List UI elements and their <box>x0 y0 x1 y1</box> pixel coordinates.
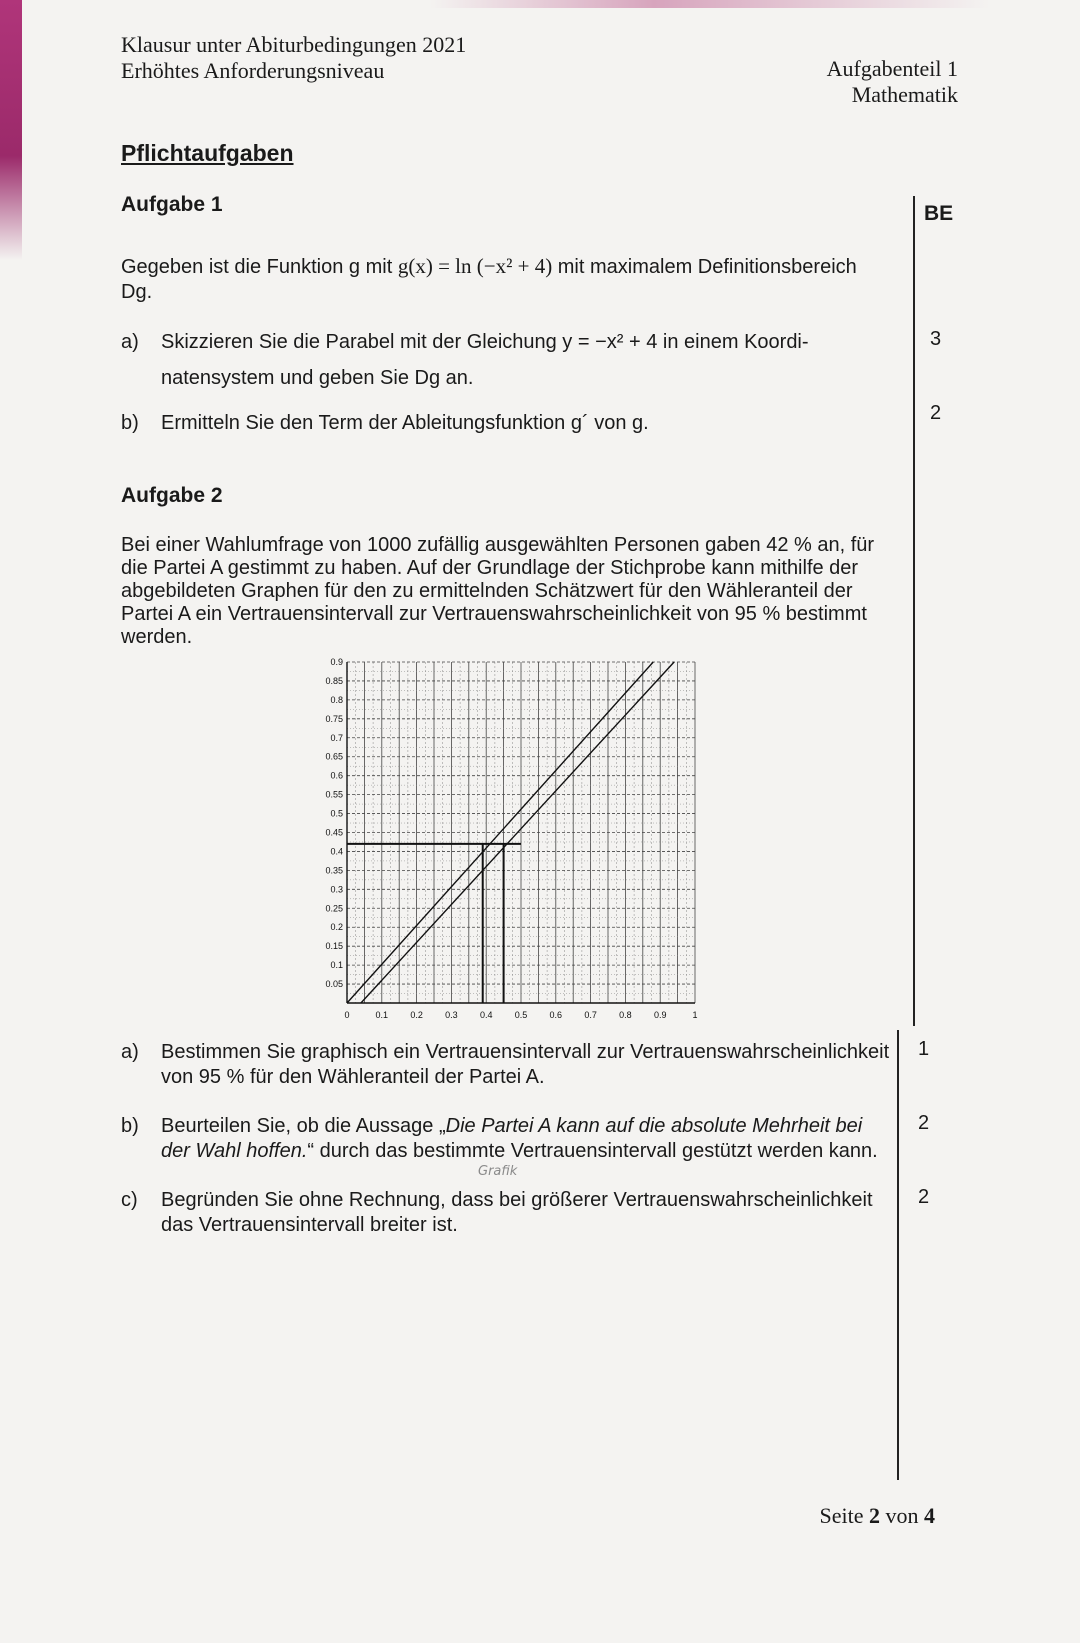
y-tick-label: 0.8 <box>330 694 343 705</box>
item-text-line: Skizzieren Sie die Parabel mit der Gleichung y = −x² + 4 in einem Koordi- <box>161 331 809 353</box>
item-text-line: Begründen Sie ohne Rechnung, dass bei größerer Vertrauenswahrscheinlichkeit <box>161 1189 873 1211</box>
task2-c-points: 2 <box>918 1186 930 1208</box>
task2-intro-line: werden. <box>121 626 193 648</box>
task2-item-a <box>121 1040 901 1095</box>
item-label: a) <box>121 1041 139 1063</box>
item-text: Ermitteln Sie den Term der Ableitungsfunktion g´ von g. <box>161 412 649 434</box>
y-tick-label: 0.55 <box>325 789 343 800</box>
item-text-line: von 95 % für den Wähleranteil der Partei A. <box>161 1066 545 1088</box>
task1-item-b <box>121 411 901 441</box>
task1-intro-text: Gegeben ist die Funktion g mit <box>121 256 398 278</box>
quoted-statement: der Wahl hoffen. <box>161 1140 308 1162</box>
x-tick-label: 0.7 <box>584 1010 597 1020</box>
y-tick-label: 0.05 <box>325 979 343 990</box>
task1-intro-text-2: mit maximalem Definitionsbereich <box>552 256 857 278</box>
item-text-line <box>161 1114 901 1139</box>
task2-intro-line: Partei A ein Vertrauensintervall zur Vertrauenswahrscheinlichkeit von 95 % bestimmt <box>121 603 867 625</box>
x-tick-label: 0.9 <box>653 1010 667 1020</box>
x-tick-label: 0.8 <box>619 1010 632 1020</box>
y-tick-label: 0.9 <box>330 657 343 667</box>
item-text <box>161 330 901 391</box>
current-page: 2 <box>869 1503 880 1528</box>
handwritten-note: Grafik <box>478 1164 518 1179</box>
y-tick-label: 0.6 <box>330 770 343 781</box>
task2-a-points: 1 <box>918 1038 930 1060</box>
item-text-line: natensystem und geben Sie Dg an. <box>161 367 474 389</box>
x-tick-label: 0 <box>344 1010 350 1020</box>
exam-level: Erhöhtes Anforderungsniveau <box>121 58 385 83</box>
task1-formula: g(x) = ln (−x² + 4) <box>397 254 553 278</box>
exam-header-left <box>121 32 466 84</box>
page-footer <box>820 1503 936 1529</box>
y-tick-label: 0.85 <box>325 675 343 686</box>
item-text <box>161 1040 901 1090</box>
confidence-interval-chart <box>300 650 720 1030</box>
x-tick-label: 0.2 <box>410 1010 423 1020</box>
x-tick-label: 0.6 <box>549 1010 563 1020</box>
task1-b-points: 2 <box>930 402 942 424</box>
margin-rule-lower <box>897 1030 899 1480</box>
task1-a-points: 3 <box>930 328 942 350</box>
item-text <box>161 1188 901 1238</box>
x-tick-label: 0.1 <box>375 1010 389 1020</box>
footer-prefix: Seite <box>819 1503 869 1528</box>
task2-intro-line: Bei einer Wahlumfrage von 1000 zufällig ausgewählten Personen gaben 42 % an, für <box>121 534 875 556</box>
item-label: b) <box>121 1115 139 1137</box>
item-text-line: das Vertrauensintervall breiter ist. <box>161 1214 458 1236</box>
page-top-shadow <box>430 0 990 8</box>
y-tick-label: 0.7 <box>330 732 343 743</box>
item-text-part: Beurteilen Sie, ob die Aussage „ <box>161 1115 446 1137</box>
x-tick-label: 0.3 <box>445 1010 458 1020</box>
item-text <box>161 1114 901 1164</box>
item-label: c) <box>121 1189 138 1211</box>
y-tick-label: 0.5 <box>330 808 343 819</box>
y-tick-label: 0.75 <box>325 713 343 724</box>
y-tick-label: 0.15 <box>325 941 343 952</box>
item-text-line <box>161 1139 901 1164</box>
y-tick-label: 0.4 <box>330 846 343 857</box>
total-pages: 4 <box>924 1503 935 1528</box>
y-tick-label: 0.3 <box>330 884 343 895</box>
exam-title: Klausur unter Abiturbedingungen 2021 <box>121 32 467 57</box>
x-tick-label: 1 <box>692 1010 698 1020</box>
y-tick-label: 0.2 <box>330 922 343 933</box>
x-tick-label: 0.5 <box>514 1010 528 1020</box>
task2-title: Aufgabe 2 <box>121 484 223 507</box>
task2-intro-line: die Partei A gestimmt zu haben. Auf der Grundlage der Stichprobe kann mithilfe der <box>121 557 859 579</box>
item-text-part: “ durch das bestimmte Vertrauensintervall gestützt werden kann. <box>307 1140 878 1162</box>
x-tick-label: 0.4 <box>479 1010 493 1020</box>
task1-intro <box>121 254 881 305</box>
exam-header-right <box>827 56 958 108</box>
section-title: Pflichtaufgaben <box>121 140 294 166</box>
task2-item-c <box>121 1188 901 1243</box>
footer-mid: von <box>880 1503 924 1528</box>
task1-domain: Dg. <box>121 281 153 303</box>
be-column-header: BE <box>924 202 954 225</box>
task2-intro <box>121 534 881 649</box>
task2-intro-line: abgebildeten Graphen für den zu ermittelnden Schätzwert für den Wähleranteil der <box>121 580 853 602</box>
task1-title: Aufgabe 1 <box>121 193 223 216</box>
exam-part: Aufgabenteil 1 <box>826 56 958 81</box>
task2-item-b <box>121 1114 901 1169</box>
y-tick-label: 0.1 <box>330 960 343 971</box>
item-label: b) <box>121 412 139 434</box>
exam-subject: Mathematik <box>851 82 958 107</box>
margin-rule-upper <box>913 196 915 1026</box>
task1-item-a <box>121 330 901 390</box>
y-tick-label: 0.35 <box>325 865 343 876</box>
task2-b-points: 2 <box>918 1112 930 1134</box>
quoted-statement: Die Partei A kann auf die absolute Mehrheit bei <box>445 1115 863 1137</box>
page-edge-shadow <box>0 0 22 260</box>
y-tick-label: 0.45 <box>325 827 343 838</box>
item-label: a) <box>121 331 139 353</box>
y-tick-label: 0.25 <box>325 903 343 914</box>
item-text-line: Bestimmen Sie graphisch ein Vertrauensintervall zur Vertrauenswahrscheinlichkeit <box>161 1041 890 1063</box>
y-tick-label: 0.65 <box>325 751 343 762</box>
